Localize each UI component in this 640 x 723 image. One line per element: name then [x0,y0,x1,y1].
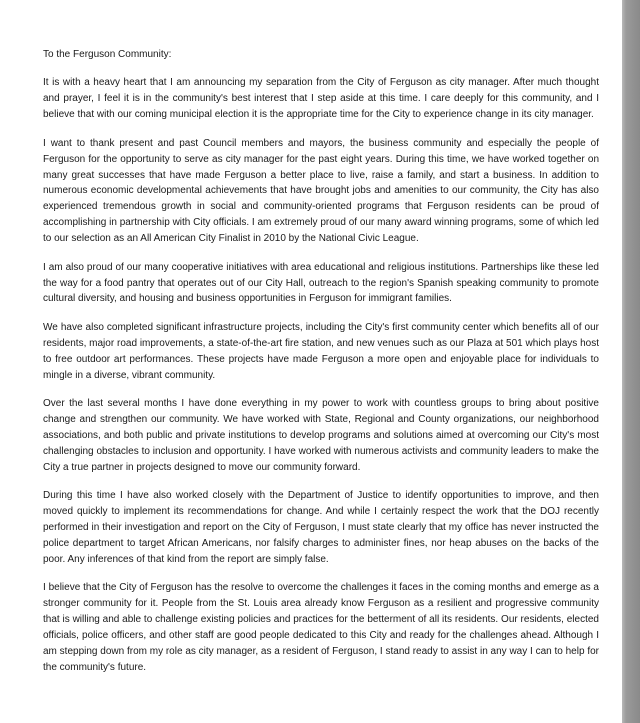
paragraph-community-work: Over the last several months I have done everything in my power to work with countless groups to bring about positive change and strengthen our community. We have worked with State, Regional and County organizations, our neighborhood associations, and both public and private institutions to develop programs and solutions aimed at overcoming our City's most challenging obstacles to inclusion and opportunity. I have worked with numerous activists and community leaders to make the City a true partner in projects designed to move our community forward. [43,398,599,473]
paragraph-infrastructure: We have also completed significant infrastructure projects, including the City's first community center which benefits all of our residents, major road improvements, a state-of-the-art fire station, and new venues such as our Plaza at 501 which plays host to free outdoor art performances. These projects have made Ferguson a more open and enjoyable place for individuals to mingle in a diverse, vibrant community. [43,321,599,381]
page-edge-shadow [622,0,640,723]
paragraph-closing: I believe that the City of Ferguson has the resolve to overcome the challenges it faces in the coming months and emerge as a stronger community for it. People from the St. Louis area already know Ferguson as a resilient and progressive community that is willing and able to challenge existing policies and practices for the betterment of all its residents. Our residents, elected officials, police officers, and other staff are good people dedicated to this City and ready for the challenges ahead. Although I am stepping down from my role as city manager, as a resident of Ferguson, I stand ready to assist in any way I can to help for the community's future. [43,582,599,673]
paragraph-doj: During this time I have also worked closely with the Department of Justice to identify opportunities to improve, and then moved quickly to implement its recommendations for change. And while I certainly respect the work that the DOJ recently performed in their investigation and report on the City of Ferguson, I must state clearly that my office has never instructed the police department to target African Americans, nor falsify charges to administer fines, nor heap abuses on the backs of the poor. Any inferences of that kind from the report are simply false. [43,490,599,565]
paragraph-partnerships: I am also proud of our many cooperative initiatives with area educational and religious institutions. Partnerships like these led the way for a food pantry that operates out of our City Hall, outreach to the region's Spanish speaking community to promote cultural diversity, and housing and business opportunities in Ferguson for immigrant families. [43,261,599,305]
salutation: To the Ferguson Community: [43,49,172,60]
letter-body [43,47,599,688]
paragraph-thanks: I want to thank present and past Council members and mayors, the business community and especially the people of Ferguson for the opportunity to serve as city manager for the past eight years. During this time, we have worked together on many great successes that have made Ferguson a better place to live, raise a family, and start a business. In addition to numerous economic developmental achievements that have brought jobs and amenities to our community, the City has also experienced tremendous growth in social and community-oriented programs that Ferguson residents can be proud of accomplishing in partnership with City officials. I am extremely proud of our many award winning programs, some of which led to our selection as an All American City Finalist in 2010 by the National Civic League. [43,137,599,245]
paragraph-announcement: It is with a heavy heart that I am announcing my separation from the City of Ferguson as city manager. After much thought and prayer, I feel it is in the community's best interest that I step aside at this time. I care deeply for this community, and I believe that with our coming municipal election it is the appropriate time for the City to experience change in its city manager. [43,77,599,121]
